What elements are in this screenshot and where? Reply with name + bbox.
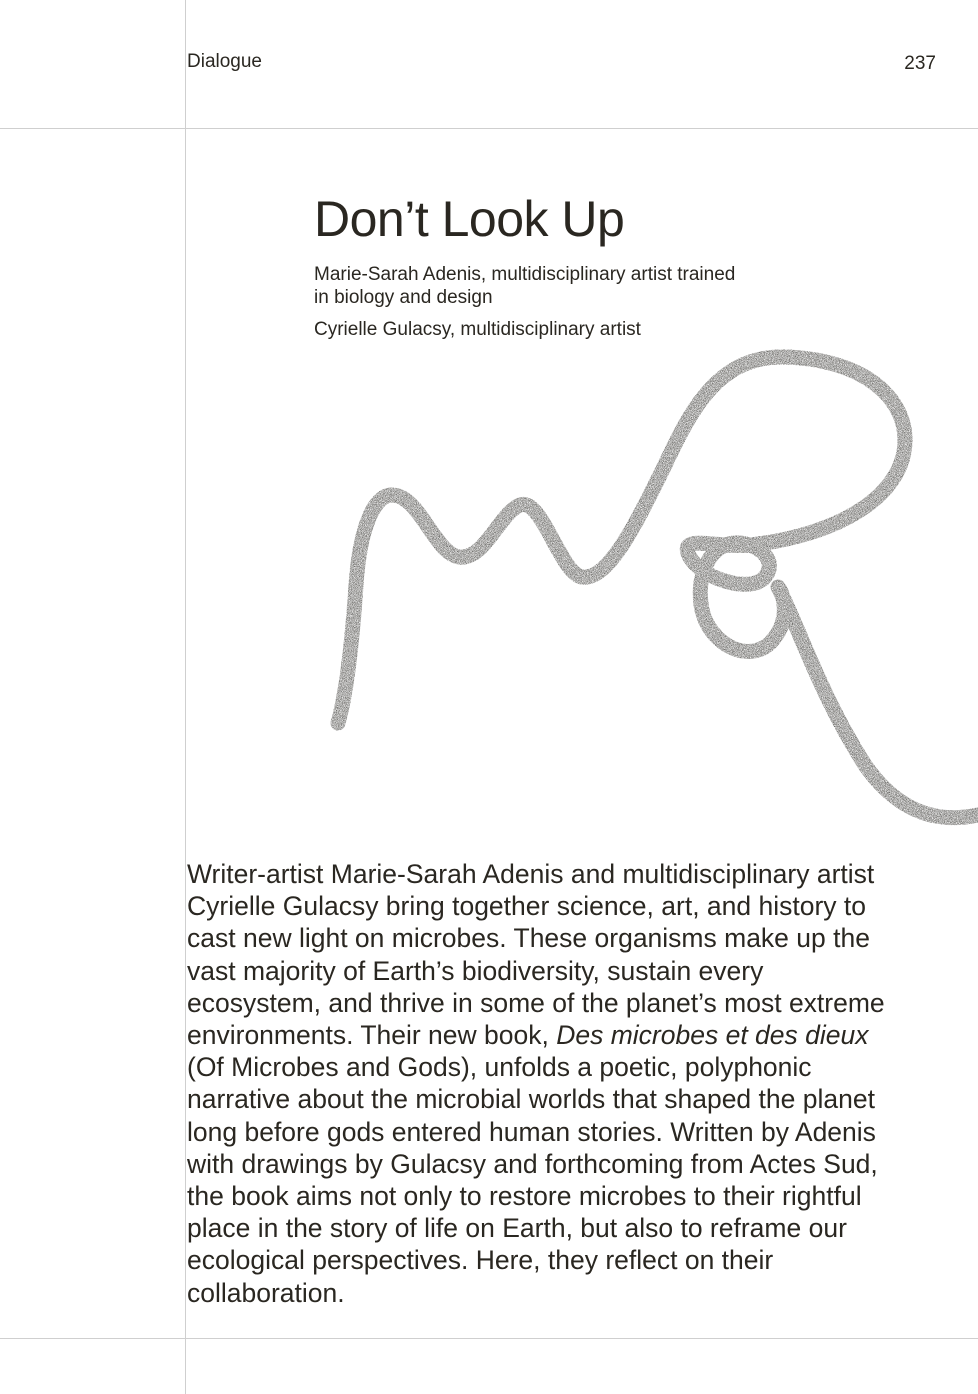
- credit-author-2: Cyrielle Gulacsy, multidisciplinary artist: [314, 319, 641, 340]
- lead-text-part-1: Writer-artist Marie-Sarah Adenis and multidisciplinary artist Cyrielle Gulacsy bring together science, art, and history to cast new light on microbes. These organisms make up the vast majority of Earth’s biodiversity, sustain every ecosystem, and thrive in some of the planet’s most extreme environments. Their new book,: [187, 859, 885, 1051]
- page-number: 237: [904, 53, 936, 74]
- author-credits: [314, 263, 814, 341]
- section-label: Dialogue: [187, 51, 262, 72]
- footer-rule: [0, 1338, 978, 1339]
- article-title: Don’t Look Up: [314, 191, 625, 247]
- credit-author-1-line-1: Marie-Sarah Adenis, multidisciplinary artist trained: [314, 264, 736, 285]
- margin-rule-vertical: [185, 0, 186, 1394]
- lead-paragraph: [187, 858, 887, 1309]
- book-title: Des microbes et des dieux: [556, 1020, 869, 1051]
- credit-author-1-line-2: in biology and design: [314, 287, 493, 308]
- squiggle-line-drawing-icon: [320, 345, 978, 835]
- lead-text-part-2: (Of Microbes and Gods), unfolds a poetic, polyphonic narrative about the microbial worlds that shaped the planet long before gods entered human stories. Written by Adenis with drawings by Gulacsy and forthcoming from Actes Sud, the book aims not only to restore microbes to their rightful place in the story of life on Earth, but also to reframe our ecological perspectives. Here, they reflect on their collaboration.: [187, 1052, 878, 1308]
- header-rule: [0, 128, 978, 129]
